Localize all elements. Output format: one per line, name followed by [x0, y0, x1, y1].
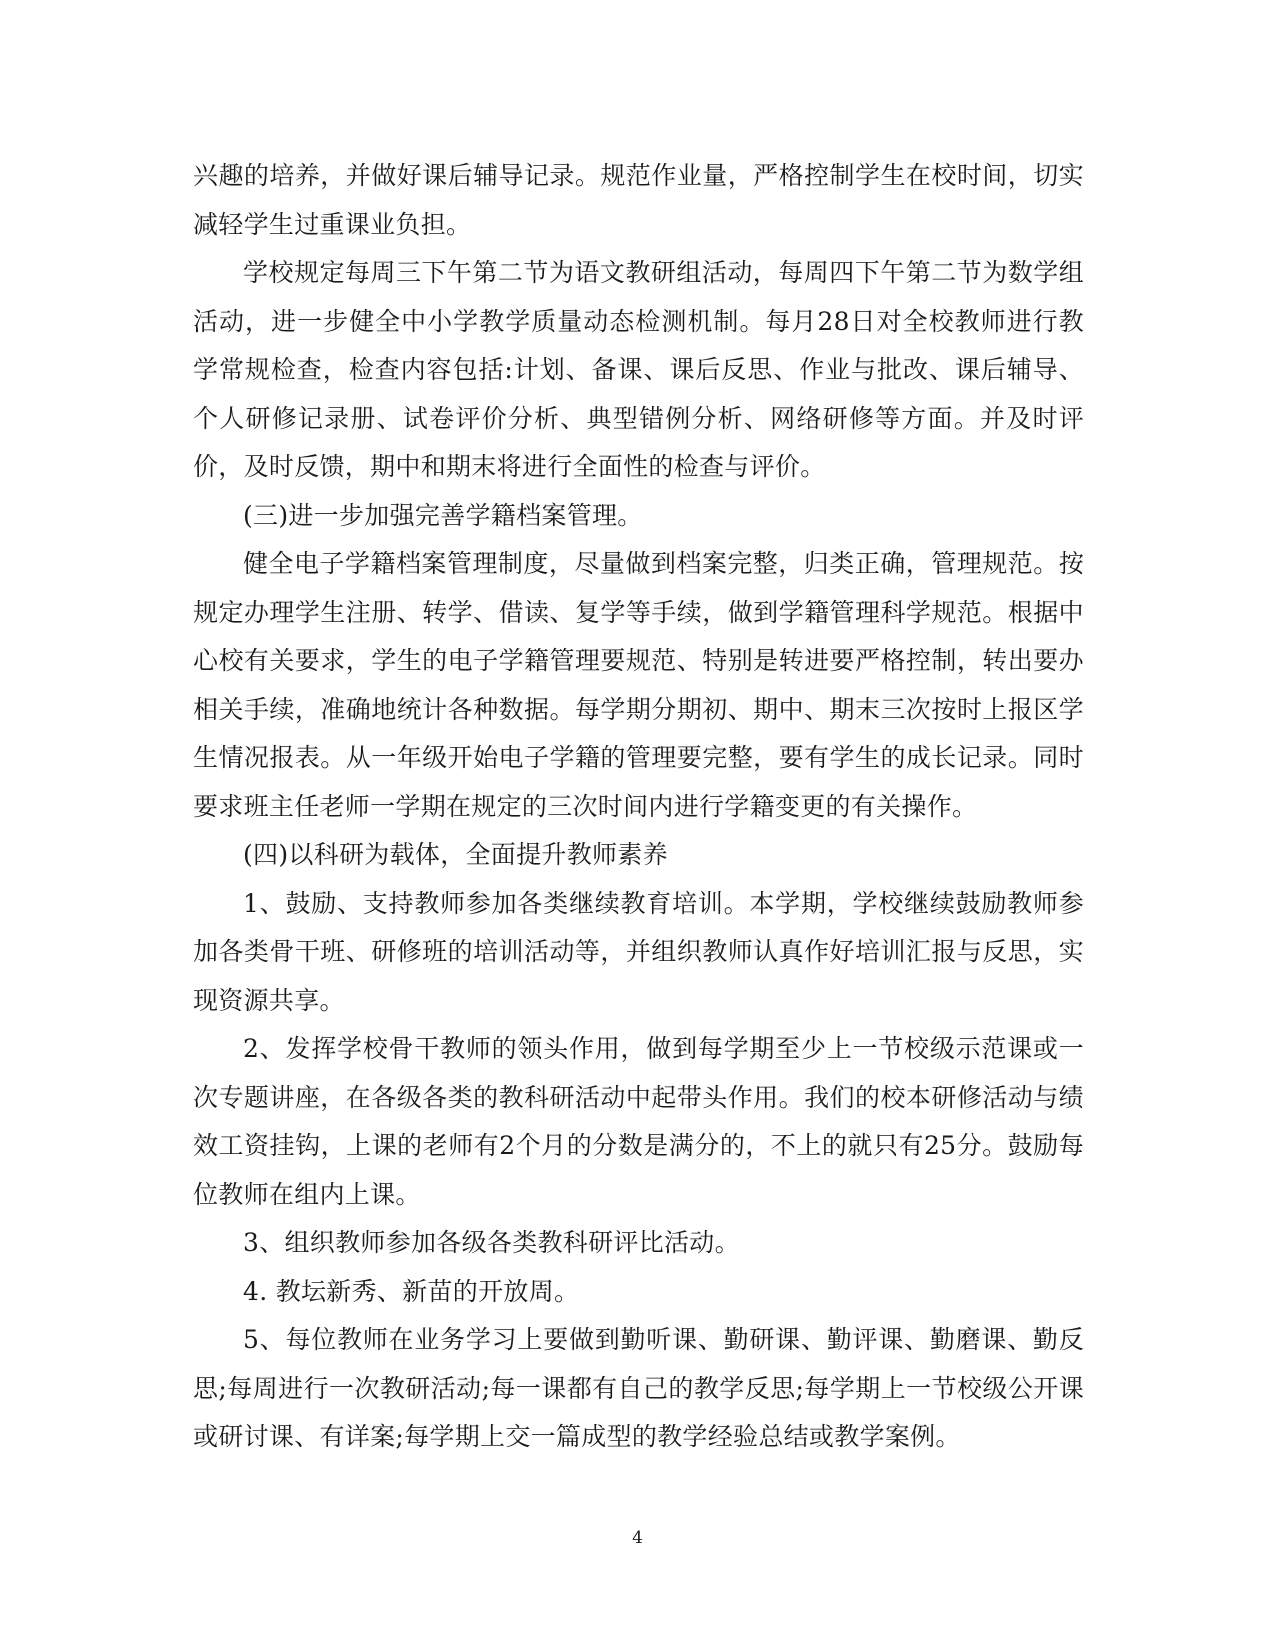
body-text: [193, 152, 1084, 1462]
paragraph: 学校规定每周三下午第二节为语文教研组活动，每周四下午第二节为数学组活动，进一步健全中小学教学质量动态检测机制。每月28日对全校教师进行教学常规检查，检查内容包括:计划、备课、课后反思、作业与批改、课后辅导、个人研修记录册、试卷评价分析、典型错例分析、网络研修等方面。并及时评价，及时反馈，期中和期末将进行全面性的检查与评价。: [193, 258, 1084, 481]
list-item: 4. 教坛新秀、新苗的开放周。: [243, 1276, 580, 1306]
list-item: 2、发挥学校骨干教师的领头作用，做到每学期至少上一节校级示范课或一次专题讲座，在各级各类的教科研活动中起带头作用。我们的校本研修活动与绩效工资挂钩，上课的老师有2个月的分数是满分的，不上的就只有25分。鼓励每位教师在组内上课。: [193, 1034, 1084, 1209]
page-number: 4: [632, 1528, 643, 1548]
section-heading: (四)以科研为载体，全面提升教师素养: [243, 840, 668, 869]
list-item: 5、每位教师在业务学习上要做到勤听课、勤研课、勤评课、勤磨课、勤反思;每周进行一次教研活动;每一课都有自己的教学反思;每学期上一节校级公开课或研讨课、有详案;每学期上交一篇成型的教学经验总结或教学案例。: [193, 1325, 1084, 1451]
paragraph: 兴趣的培养，并做好课后辅导记录。规范作业量，严格控制学生在校时间，切实减轻学生过重课业负担。: [193, 161, 1084, 239]
section-heading: (三)进一步加强完善学籍档案管理。: [243, 500, 643, 530]
list-item: 3、组织教师参加各级各类教科研评比活动。: [243, 1228, 740, 1257]
list-item: 1、鼓励、支持教师参加各类继续教育培训。本学期，学校继续鼓励教师参加各类骨干班、研修班的培训活动等，并组织教师认真作好培训汇报与反思，实现资源共享。: [193, 888, 1084, 1015]
paragraph: 健全电子学籍档案管理制度，尽量做到档案完整，归类正确，管理规范。按规定办理学生注册、转学、借读、复学等手续，做到学籍管理科学规范。根据中心校有关要求，学生的电子学籍管理要规范、特别是转进要严格控制，转出要办相关手续，准确地统计各种数据。每学期分期初、期中、期末三次按时上报区学生情况报表。从一年级开始电子学籍的管理要完整，要有学生的成长记录。同时要求班主任老师一学期在规定的三次时间内进行学籍变更的有关操作。: [193, 549, 1084, 821]
